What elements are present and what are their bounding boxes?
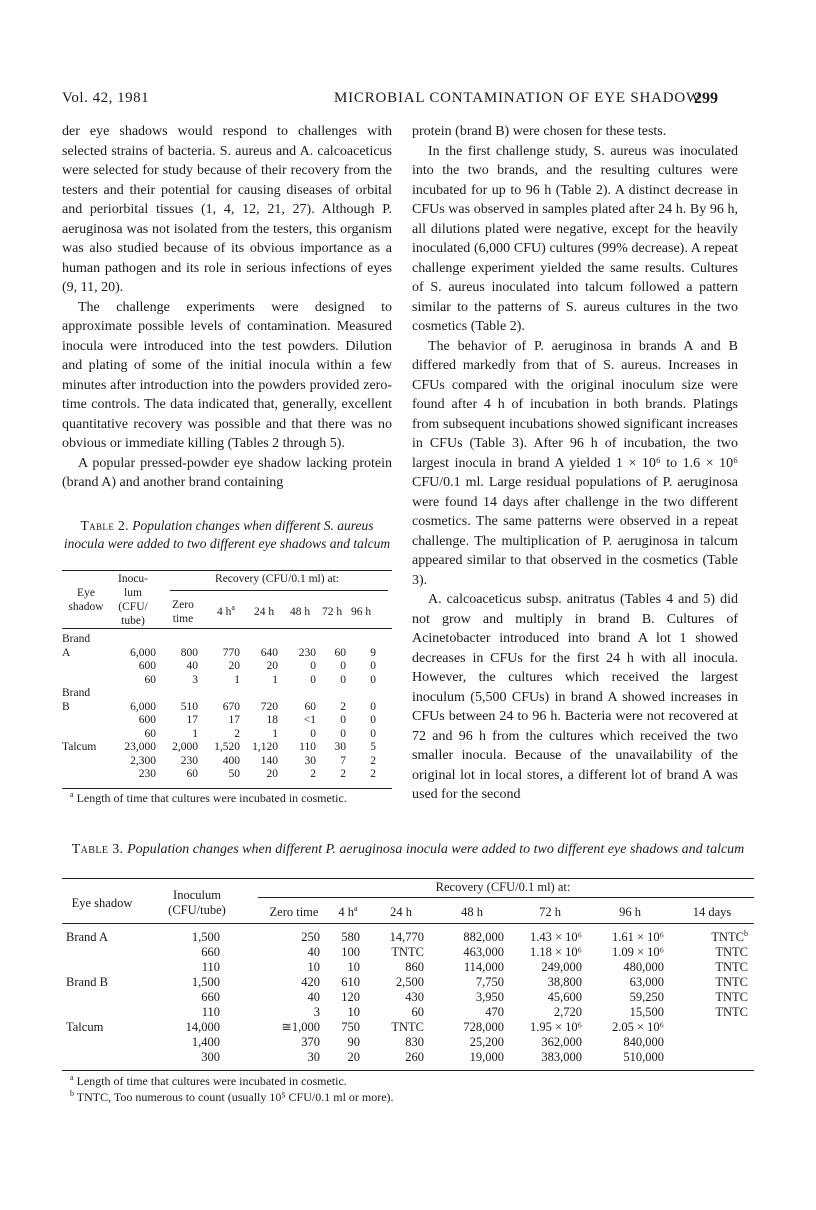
table2-cell: 140 [260,754,278,767]
table2-cell: 2 [234,727,240,740]
table3-cell: 25,200 [469,1035,504,1049]
table2-header-time: 24 h [253,606,275,618]
table3-cell: 660 [201,990,220,1004]
paragraph: The behavior of P. aeruginosa in brands A and B differed markedly from that of S. aureus. Increases in CFUs compared with the original inoculum size were found after 4 h of incubation in both brands. Platings from subsequent incubations showed significant increases in CFUs (Table 3). After 96 h of incubation, the two largest inocula in brand A yielded 1 × 10⁶ to 1.6 × 10⁶ CFU/0.1 ml. Large residual populations of P. aeruginosa were found 14 days after challenge in the two different cosmetics. The same patterns were observed in a repeat challenge. The multiplication of P. aeruginosa in talcum appeared similar to that observed in the cosmetics (Table 3). [412,338,738,588]
table3-group-label: Brand A [66,930,109,944]
table3-cell: 830 [405,1035,424,1049]
footnote-marker: b [70,1089,74,1098]
table3-cell: TNTC [715,945,748,959]
table2-cell: 5 [370,741,376,753]
left-column [62,122,392,493]
table3-cell: 463,000 [463,945,504,959]
table2-cell: 1 [272,727,278,740]
table3-cell: 1,400 [191,1035,220,1049]
table2-header-time: 4 $h^a$ [217,603,235,618]
table2-cell: 0 [310,660,316,672]
table2-cell: 510 [180,700,198,713]
table2-cell: 0 [340,660,346,672]
table3-cell: 1,500 [191,930,220,944]
table2-group-label: Brand [62,633,91,645]
table2-cell-inoculum: 6,000 [130,700,156,713]
table2-cell: 18 [266,714,278,726]
table2-header-recovery: Recovery (CFU/0.1 ml) at: [215,573,339,585]
table3-cell: 860 [405,960,424,974]
table3-cell: 510,000 [623,1050,664,1064]
table3-cell: 63,000 [629,975,664,989]
table3-cell: 45,600 [547,990,582,1004]
table2-cell: 1 [234,673,240,686]
table2-bottom-rule [62,788,392,789]
table2-cell: 17 [186,714,198,726]
table2-group-label: Brand [62,687,91,699]
table3-bottom-rule [62,1070,754,1071]
table3-cell: 100 [341,945,360,959]
table3-cell: 30 [307,1050,320,1064]
table3-cell: TNTC [715,960,748,974]
table2-cell: 40 [186,660,198,672]
table2-cell: 800 [180,646,198,659]
table3-cell-sup: b [744,928,748,938]
table3-cell: ≅1,000 [281,1020,320,1034]
table3-cell: 370 [301,1035,320,1049]
page-number: 299 [694,90,718,107]
table2-cell: 0 [370,660,376,672]
table3-cell: 10 [347,1005,360,1019]
right-column [412,122,738,805]
table3-cell: 120 [341,990,360,1004]
table3-header-time: 96 h [619,905,641,919]
table2-header-rule [170,590,388,591]
table2-cell-inoculum: 6,000 [130,646,156,659]
table3-cell: 60 [411,1005,424,1019]
table2-cell: 30 [304,754,316,767]
table3-cell: 420 [301,975,320,989]
table2-cell: 2 [370,768,376,780]
table2-cell-inoculum: 600 [138,714,156,726]
table3-cell: 1.95 × 10⁶ [529,1020,582,1034]
table2-cell: 0 [340,714,346,726]
table2-group-label: A [62,646,71,659]
paragraph: der eye shadows would respond to challenges with selected strains of bacteria. S. aureus and A. calcoaceticus were selected for study because of their recovery from the testers and their potential for causing diseases of orbital and periorbital tissues (1, 4, 12, 21, 27). Although P. aeruginosa was not isolated from the testers, this organism was also studied because of its obvious importance as a human pathogen and its role in serious infections of eyes (9, 11, 20). [62,124,392,295]
table3-header-time: 72 h [539,905,561,919]
table2-cell-inoculum: 23,000 [124,741,156,753]
table3-cell: 260 [405,1050,424,1064]
table2-cell: 1,120 [252,741,278,753]
table3-footnote [70,1089,750,1105]
table3-header-inoculum: Inoculum [173,888,221,902]
table3-cell: 480,000 [623,960,664,974]
table2-cell: 17 [228,714,240,726]
table2-cell: 2 [310,768,316,780]
table3-cell: TNTC [715,1005,748,1019]
table3-cell: 2,500 [395,975,424,989]
table3-cell: 362,000 [541,1035,582,1049]
table3-group-label: Talcum [66,1020,104,1034]
table2-cell: 770 [222,646,240,659]
table3-cell: 2.05 × 10⁶ [611,1020,664,1034]
table2-cell: 0 [370,727,376,740]
table3-cell: 59,250 [629,990,664,1004]
table3-cell: 90 [347,1035,360,1049]
table3-cell: 38,800 [547,975,582,989]
table2-cell: 0 [340,673,346,686]
table3-cell: 300 [201,1050,220,1064]
table3-cell: 114,000 [463,960,504,974]
table3-cell: 1.43 × 10⁶ [529,930,582,944]
table2-cell-inoculum: 600 [138,660,156,672]
table3-cell: 660 [201,945,220,959]
table3-cell: 3,950 [475,990,504,1004]
table3-cell: TNTC [391,945,424,959]
paragraph: protein (brand B) were chosen for these tests. [412,124,667,139]
table2-cell-inoculum: 2,300 [130,754,156,767]
table3-label: Table 3. [71,842,124,857]
table3 [62,880,754,1070]
table2-cell: 0 [370,673,376,686]
table2-cell: 2 [340,700,346,713]
table3-cell: 250 [301,930,320,944]
paragraph: In the first challenge study, S. aureus was inoculated into the two brands, and the resulting cultures were incubated for up to 96 h (Table 2). A distinct decrease in CFUs was observed in samples plated after 24 h. By 96 h, all dilutions plated were negative, except for the heavily inoculated (6,000 CFU) cultures (99% decrease). A repeat challenge experiment yielded the same results. Cultures of S. aureus inoculated into talcum followed a pattern similar to the patterns of S. aureus cultures in the two cosmetics (Table 2). [412,143,738,334]
table3-header-bottom-rule [62,923,754,924]
table3-cell: 1.09 × 10⁶ [611,945,664,959]
table3-top-rule [62,878,754,879]
table3-cell: 10 [307,960,320,974]
table3-caption [62,840,754,859]
table3-header-time: 4 $h^a$ [338,903,358,919]
paragraph: A. calcoaceticus subsp. anitratus (Tables 4 and 5) did not grow and multiply in brand B. Cultures of Acinetobacter introduced into brand A lot 1 showed decreases in CFUs for the first 24 h with all inocula. However, the cultures which received the largest inoculum (5,500 CFUs) in brand A showed increases in CFUs between 24 to 96 h. Bacteria were not recovered at 72 and 96 h from the cultures which received the two smaller inocula. Because of the unavailability of the original lot in local stores, a different lot of brand A was used for the second [412,592,738,802]
table3-footnote [70,1073,750,1089]
table3-cell: 728,000 [463,1020,504,1034]
table3-cell: 249,000 [541,960,582,974]
table2-header-inoculum: lum [124,587,142,599]
table3-group-label: Brand B [66,975,109,989]
table3-header-time: 48 h [461,905,483,919]
table2-header-inoculum: (CFU/ [118,601,148,613]
table2-header-inoculum: tube) [121,615,145,627]
table2-top-rule [62,570,392,571]
table3-cell: 2,720 [553,1005,582,1019]
table2-cell: 400 [222,754,240,767]
table3-cell: TNTC [715,975,748,989]
volume-label: Vol. 42, 1981 [62,90,150,106]
table2-cell: 1,520 [214,741,240,753]
paragraph: A popular pressed-powder eye shadow lacking protein (brand A) and another brand containing [62,455,392,490]
table2-cell: 60 [186,768,198,780]
table2-cell: 1 [192,727,198,740]
table2-cell: 20 [228,660,240,672]
table2-cell: 3 [192,673,198,686]
table2-cell: 60 [334,646,346,659]
footnote-marker: a [70,1073,74,1082]
table3-header-recovery: Recovery (CFU/0.1 ml) at: [435,880,571,894]
table3-header-rule [258,897,754,898]
footnote-marker: a [70,790,74,799]
table3-cell: 840,000 [623,1035,664,1049]
table3-cell: 882,000 [463,930,504,944]
table2-cell: 640 [260,646,278,659]
table2-cell: 110 [299,741,316,753]
table3-cell: TNTC [391,1020,424,1034]
table3-cell: 40 [307,990,320,1004]
table3-header-inoculum: (CFU/tube) [168,903,226,917]
running-title: MICROBIAL CONTAMINATION OF EYE SHADOW [334,90,701,106]
table2-cell: 20 [266,768,278,780]
table2-header-bottom-rule [62,628,392,629]
table2-cell: 670 [222,700,240,713]
table2-header-eye-shadow: Eye [77,587,95,599]
table3-cell: 20 [347,1050,360,1064]
table3-cell: TNTC$^b$ [711,928,748,944]
table2-cell: 0 [340,727,346,740]
table2-cell: <1 [303,714,316,726]
table2-header-sup: a [231,603,235,613]
table3-header-time: 24 h [390,905,412,919]
table3-cell: 383,000 [541,1050,582,1064]
table2-cell: 2 [340,768,346,780]
table2-header-eye-shadow: shadow [68,601,104,613]
table3-cell: TNTC [715,990,748,1004]
table2-caption [62,517,392,553]
table3-header-eye-shadow: Eye shadow [71,896,133,910]
table3-cell: 580 [341,930,360,944]
table2-cell: 0 [310,727,316,740]
table3-cell: 3 [313,1005,320,1019]
table3-cell: 10 [347,960,360,974]
table3-cell: 610 [341,975,360,989]
table2-group-label: B [62,700,70,713]
table2-cell: 9 [370,646,376,659]
table2-cell-inoculum: 230 [138,768,156,780]
table3-cell: 430 [405,990,424,1004]
table2-cell: 0 [370,700,376,713]
table3-cell: 14,770 [389,930,424,944]
table3-header-time: 14 days [692,905,732,919]
table2-cell: 0 [310,673,316,686]
table2-cell: 0 [370,714,376,726]
table3-footnotes [70,1073,750,1105]
paragraph: The challenge experiments were designed to approximate possible levels of contamination. Measured inocula were introduced into the test powders. Dilution and plating of some of the initial inocula within a few minutes after introduction into the powders provided zero-time controls. The data indicated that, generally, excellent quantitative recovery was possible and that there was no obvious or immediate killing (Tables 2 through 5). [62,299,392,451]
footnote-text: Length of time that cultures were incubated in cosmetic. [73,1074,347,1088]
table3-cell: 110 [201,960,220,974]
table2-header-time: 96 h [350,606,372,618]
table3-cell: 1.61 × 10⁶ [611,930,664,944]
table3-cell: 1,500 [191,975,220,989]
table3-caption-text: Population changes when different P. aeruginosa inocula were added to two different eye shadows and talcum [127,842,745,857]
table3-header-sup: a [354,903,358,913]
table2-cell: 1 [272,673,278,686]
table2-cell: 30 [334,741,346,753]
table2-cell: 60 [304,700,316,713]
table3-cell: 470 [485,1005,504,1019]
table2-caption-text: Population changes when different S. aureus inocula were added to two different eye shadows and talcum [63,518,391,551]
running-header [62,90,718,112]
table2-cell: 7 [340,754,346,767]
table2-cell-inoculum: 60 [144,727,156,740]
footnote-text: Length of time that cultures were incubated in cosmetic. [76,791,347,805]
table3-cell: 750 [341,1020,360,1034]
table2-group-label: Talcum [62,741,97,753]
table2-cell-inoculum: 60 [144,673,156,686]
table3-cell: 14,000 [185,1020,220,1034]
table3-cell: 19,000 [469,1050,504,1064]
footnote-text: TNTC, Too numerous to count (usually 10⁵ CFU/0.1 ml or more). [74,1090,394,1104]
table2 [62,572,392,780]
table3-cell: 15,500 [629,1005,664,1019]
table2-header-inoculum: Inocu- [117,573,148,585]
table3-cell: 40 [307,945,320,959]
table2-cell: 2 [370,754,376,767]
table2-header-time: Zero [172,599,194,611]
table2-header-time: time [172,613,194,625]
table3-cell: 1.18 × 10⁶ [529,945,582,959]
table2-header-time: 72 h [321,606,343,618]
table2-cell: 720 [260,700,278,713]
table3-cell: 110 [201,1005,220,1019]
table3-header-time: Zero time [269,905,319,919]
table2-cell: 20 [266,660,278,672]
table2-header-time: 48 h [289,606,311,618]
table2-cell: 230 [298,646,316,659]
table2-cell: 230 [180,754,198,767]
table2-cell: 50 [228,768,240,780]
table2-label: Table 2. [80,518,129,533]
table2-footnote [70,790,400,806]
table3-cell: 7,750 [475,975,504,989]
table2-cell: 2,000 [172,741,198,753]
